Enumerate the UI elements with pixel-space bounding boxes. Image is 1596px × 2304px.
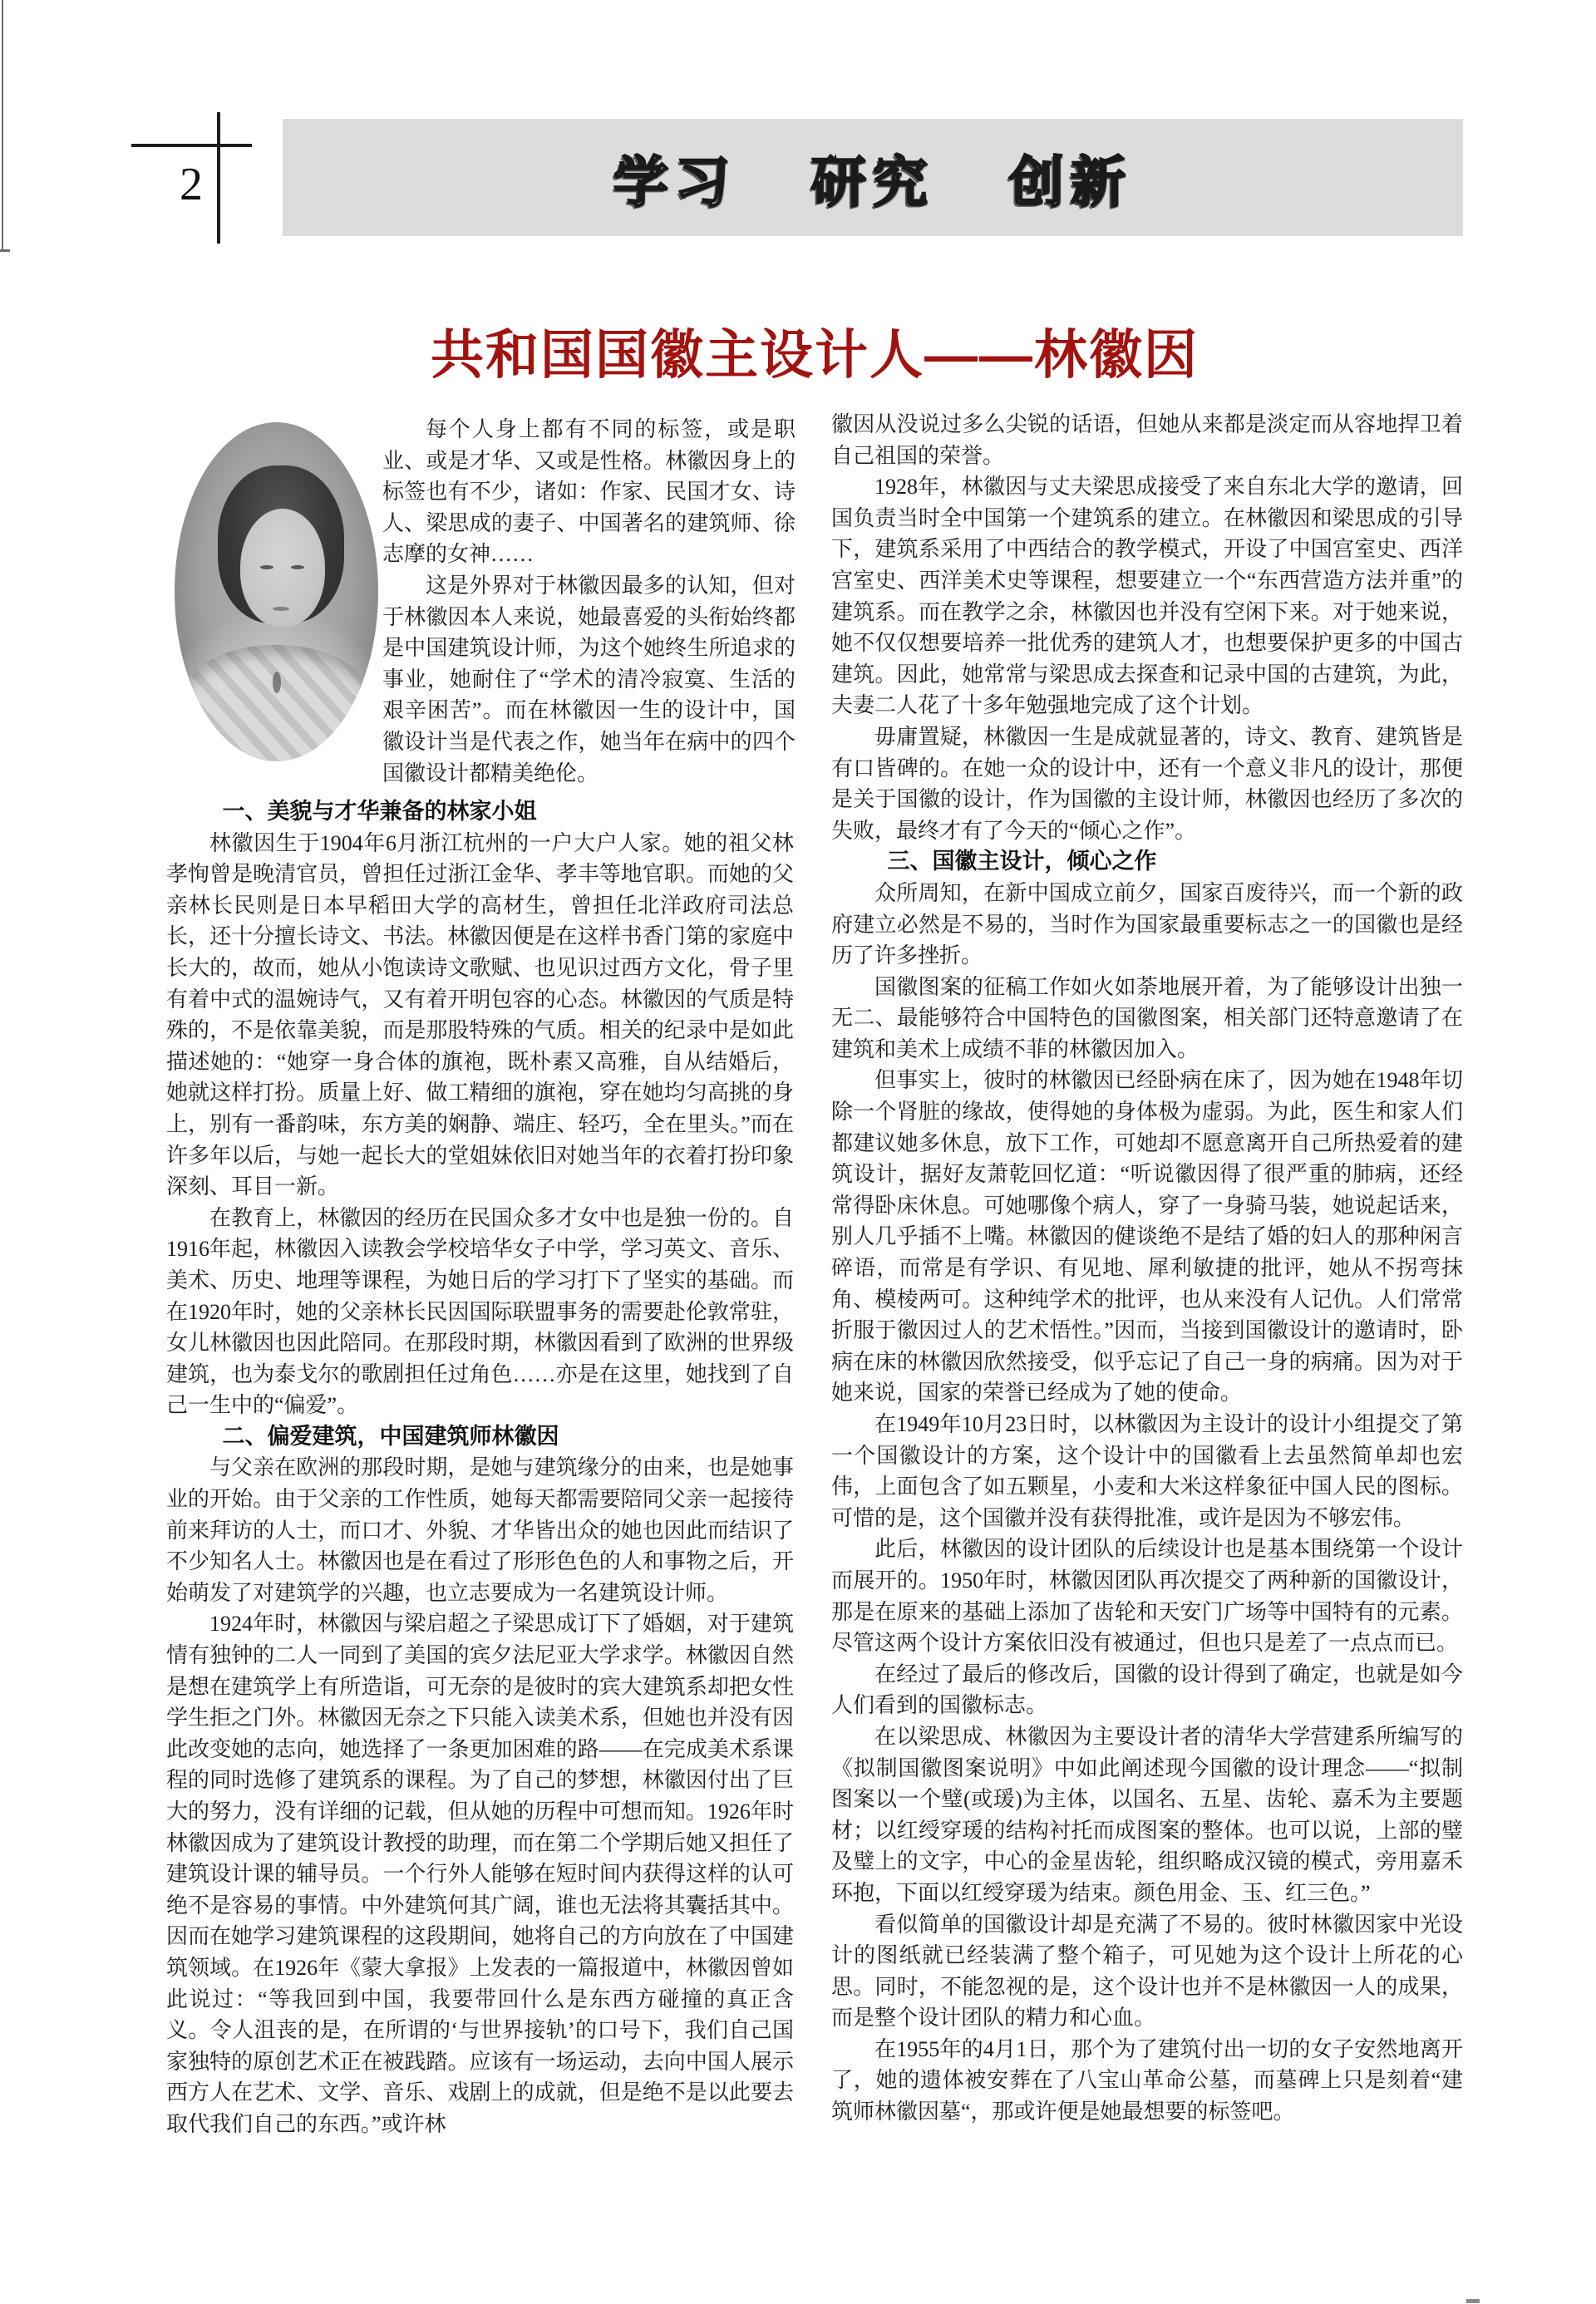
left-column xyxy=(166,796,794,2140)
intro-text xyxy=(382,414,796,789)
banner-word-innovation: 创新 xyxy=(1009,151,1132,213)
portrait-blouse xyxy=(180,645,372,761)
paragraph: 毋庸置疑，林徽因一生是成就显著的，诗文、教育、建筑皆是有口皆碑的。在她一众的设计中，还有一个意义非凡的设计，那便是关于国徽的设计，作为国徽的主设计师，林徽因也经历了多次的失败，最终才有了今天的“倾心之作”。 xyxy=(831,724,1463,843)
paragraph: 徽因从没说过多么尖锐的话语，但她从来都是淡定而从容地捍卫着自己祖国的荣誉。 xyxy=(831,412,1463,468)
paragraph: 在1949年10月23日时，以林徽因为主设计的设计小组提交了第一个国徽设计的方案，这个设计中的国徽看上去虽然简单却也宏伟，上面包含了如五颗星，小麦和大米这样象征中国人民的图标。可惜的是，这个国徽并没有获得批准，或许是因为不够宏伟。 xyxy=(831,1412,1463,1530)
paragraph: 在教育上，林徽因的经历在民国众多才女中也是独一份的。自1916年起，林徽因入读教会学校培华女子中学，学习英文、音乐、美术、历史、地理等课程，为她日后的学习打下了坚实的基础。而在1920年时，她的父亲林长民因国际联盟事务的需要赴伦敦常驻，女儿林徽因也因此陪同。在那段时期，林徽因看到了欧洲的世界级建筑，也为泰戈尔的歌剧担任过角色……亦是在这里，她找到了自己一生中的“偏爱”。 xyxy=(166,1205,794,1418)
paragraph: 国徽图案的征稿工作如火如荼地展开着，为了能够设计出独一无二、最能够符合中国特色的国徽图案，相关部门还特意邀请了在建筑和美术上成绩不菲的林徽因加入。 xyxy=(831,974,1463,1061)
paragraph: 在以梁思成、林徽因为主要设计者的清华大学营建系所编写的《拟制国徽图案说明》中如此阐述现今国徽的设计理念——“拟制图案以一个璧(或瑗)为主体，以国名、五星、齿轮、嘉禾为主要题材；以红绶穿瑗的结构衬托而成图案的整体。也可以说，上部的璧及璧上的文字，中心的金星齿轮，组织略成汉镜的模式，旁用嘉禾环抱，下面以红绶穿瑗为结束。颜色用金、玉、红三色。” xyxy=(831,1724,1463,1905)
portrait-eye-right xyxy=(291,565,304,569)
paragraph: 在1955年的4月1日，那个为了建筑付出一切的女子安然地离开了，她的遗体被安葬在了八宝山革命公墓，而墓碑上只是刻着“建筑师林徽因墓“，那或许便是她最想要的标签吧。 xyxy=(831,2036,1463,2124)
paragraph: 看似简单的国徽设计却是充满了不易的。彼时林徽因家中光设计的图纸就已经装满了整个箱子，可见她为这个设计上所花的心思。同时，不能忽视的是，这个设计也并不是林徽因一人的成果，而是整个设计团队的精力和心血。 xyxy=(831,1912,1463,2031)
paragraph: 林徽因生于1904年6月浙江杭州的一户大户人家。她的祖父林孝恂曾是晚清官员，曾担任过浙江金华、孝丰等地官职。而她的父亲林长民则是日本早稻田大学的高材生，曾担任北洋政府司法总长，还十分擅长诗文、书法。林徽因便是在这样书香门第的家庭中长大的，故而，她从小饱读诗文歌赋、也见识过西方文化，骨子里有着中式的温婉诗气，又有着开明包容的心态。林徽因的气质是特殊的，不是依靠美貌，而是那股特殊的气质。相关的纪录中是如此描述她的：“她穿一身合体的旗袍，既朴素又高雅，自从结婚后，她就这样打扮。质量上好、做工精细的旗袍，穿在她均匀高挑的身上，别有一番韵味，东方美的娴静、端庄、轻巧，全在里头。”而在许多年以后，与她一起长大的堂姐妹依旧对她当年的衣着打扮印象深刻、耳目一新。 xyxy=(166,830,794,1199)
paragraph: 1928年，林徽因与丈夫梁思成接受了来自东北大学的邀请，回国负责当时全中国第一个建筑系的建立。在林徽因和梁思成的引导下，建筑系采用了中西结合的教学模式，开设了中国宫室史、西洋宫室史、西洋美术史等课程，想要建立一个“东西营造方法并重”的建筑系。而在教学之余，林徽因也并没有空闲下来。对于她来说，她不仅仅想要培养一批优秀的建筑人才，也想要保护更多的中国古建筑。因此，她常常与梁思成去探查和记录中国的古建筑，为此，夫妻二人花了十多年勉强地完成了这个计划。 xyxy=(831,475,1463,718)
left-edge-tick xyxy=(0,249,10,252)
portrait-pendant xyxy=(273,672,281,693)
paragraph: 在经过了最后的修改后，国徽的设计得到了确定，也就是如今人们看到的国徽标志。 xyxy=(831,1662,1463,1718)
section-heading: 三、国徽主设计，倾心之作 xyxy=(887,849,1157,874)
portrait-eye-left xyxy=(260,565,273,569)
paragraph: 与父亲在欧洲的那段时期，是她与建筑缘分的由来，也是她事业的开始。由于父亲的工作性质，她每天都需要陪同父亲一起接待前来拜访的人士，而口才、外貌、才华皆出众的她也因此而结识了不少知名人士。林徽因也是在看过了形形色色的人和事物之后，开始萌发了对建筑学的兴趣，也立志要成为一名建筑设计师。 xyxy=(166,1455,794,1605)
left-edge-line xyxy=(2,0,3,249)
right-column xyxy=(831,409,1463,2128)
portrait-photo xyxy=(175,422,378,761)
header-banner xyxy=(283,119,1463,236)
page-number: 2 xyxy=(180,159,203,210)
crop-cross-mark-vertical xyxy=(217,112,220,244)
bottom-page-mark xyxy=(1466,2299,1480,2303)
paragraph: 众所周知，在新中国成立前夕，国家百废待兴，而一个新的政府建立必然是不易的，当时作为国家最重要标志之一的国徽也是经历了许多挫折。 xyxy=(831,880,1463,968)
banner-word-study: 学习 xyxy=(613,151,736,213)
section-heading: 一、美貌与才华兼备的林家小姐 xyxy=(222,799,537,824)
portrait-mouth xyxy=(273,607,289,611)
paragraph: 这是外界对于林徽因最多的认知，但对于林徽因本人来说，她最喜爱的头衔始终都是中国建筑设计师，为这个她终生所追求的事业，她耐住了“学术的清冷寂寞、生活的艰辛困苦”。而在林徽因一生的设计中，国徽设计当是代表之作，她当年在病中的四个国徽设计都精美绝伦。 xyxy=(382,573,796,785)
paragraph: 但事实上，彼时的林徽因已经卧病在床了，因为她在1948年切除一个肾脏的缘故，使得她的身体极为虚弱。为此，医生和家人们都建议她多休息，放下工作，可她却不愿意离开自己所热爱着的建筑设计，据好友萧乾回忆道：“听说徽因得了很严重的肺病，还经常得卧床休息。可她哪像个病人，穿了一身骑马装，她说起话来，别人几乎插不上嘴。林徽因的健谈绝不是结了婚的妇人的那种闲言碎语，而常是有学识、有见地、犀利敏捷的批评，她从不拐弯抹角、模棱两可。这种纯学术的批评，也从来没有人记仇。人们常常折服于徽因过人的艺术悟性。”因而，当接到国徽设计的邀请时，卧病在床的林徽因欣然接受，似乎忘记了自己一身的病痛。因为对于她来说，国家的荣誉已经成为了她的使命。 xyxy=(831,1068,1463,1406)
paragraph: 1924年时，林徽因与梁启超之子梁思成订下了婚姻，对于建筑情有独钟的二人一同到了美国的宾夕法尼亚大学求学。林徽因自然是想在建筑学上有所造诣，可无奈的是彼时的宾大建筑系却把女性学生拒之门外。林徽因无奈之下只能入读美术系，但她也并没有因此改变她的志向，她选择了一条更加困难的路——在完成美术系课程的同时选修了建筑系的课程。为了自己的梦想，林徽因付出了巨大的努力，没有详细的记载，但从她的历程中可想而知。1926年时林徽因成为了建筑设计教授的助理，而在第二个学期后她又担任了建筑设计课的辅导员。一个行外人能够在短时间内获得这样的认可绝不是容易的事情。中外建筑何其广阔，谁也无法将其囊括其中。因而在她学习建筑课程的这段期间，她将自己的方向放在了中国建筑领域。在1926年《蒙大拿报》上发表的一篇报道中，林徽因曾如此说过：“等我回到中国，我要带回什么是东西方碰撞的真正含义。令人沮丧的是，在所谓的‘与世界接轨’的口号下，我们自己国家独特的原创艺术正在被践踏。应该有一场运动，去向中国人展示西方人在艺术、文学、音乐、戏剧上的成就，但是绝不是以此要去取代我们自己的东西。”或许林 xyxy=(166,1612,794,2136)
article-title: 共和国国徽主设计人——林徽因 xyxy=(431,325,1199,385)
paragraph: 每个人身上都有不同的标签，或是职业、或是才华、又或是性格。林徽因身上的标签也有不少，诸如：作家、民国才女、诗人、梁思成的妻子、中国著名的建筑师、徐志摩的女神…… xyxy=(382,417,796,567)
banner-word-research: 研究 xyxy=(811,151,934,213)
paragraph: 此后，林徽因的设计团队的后续设计也是基本围绕第一个设计而展开的。1950年时，林徽因团队再次提交了两种新的国徽设计，那是在原来的基础上添加了齿轮和天安门广场等中国特有的元素。尽管这两个设计方案依旧没有被通过，但也只是差了一点点而已。 xyxy=(831,1537,1463,1656)
crop-cross-mark-horizontal xyxy=(131,144,252,147)
section-heading: 二、偏爱建筑，中国建筑师林徽因 xyxy=(222,1423,559,1449)
